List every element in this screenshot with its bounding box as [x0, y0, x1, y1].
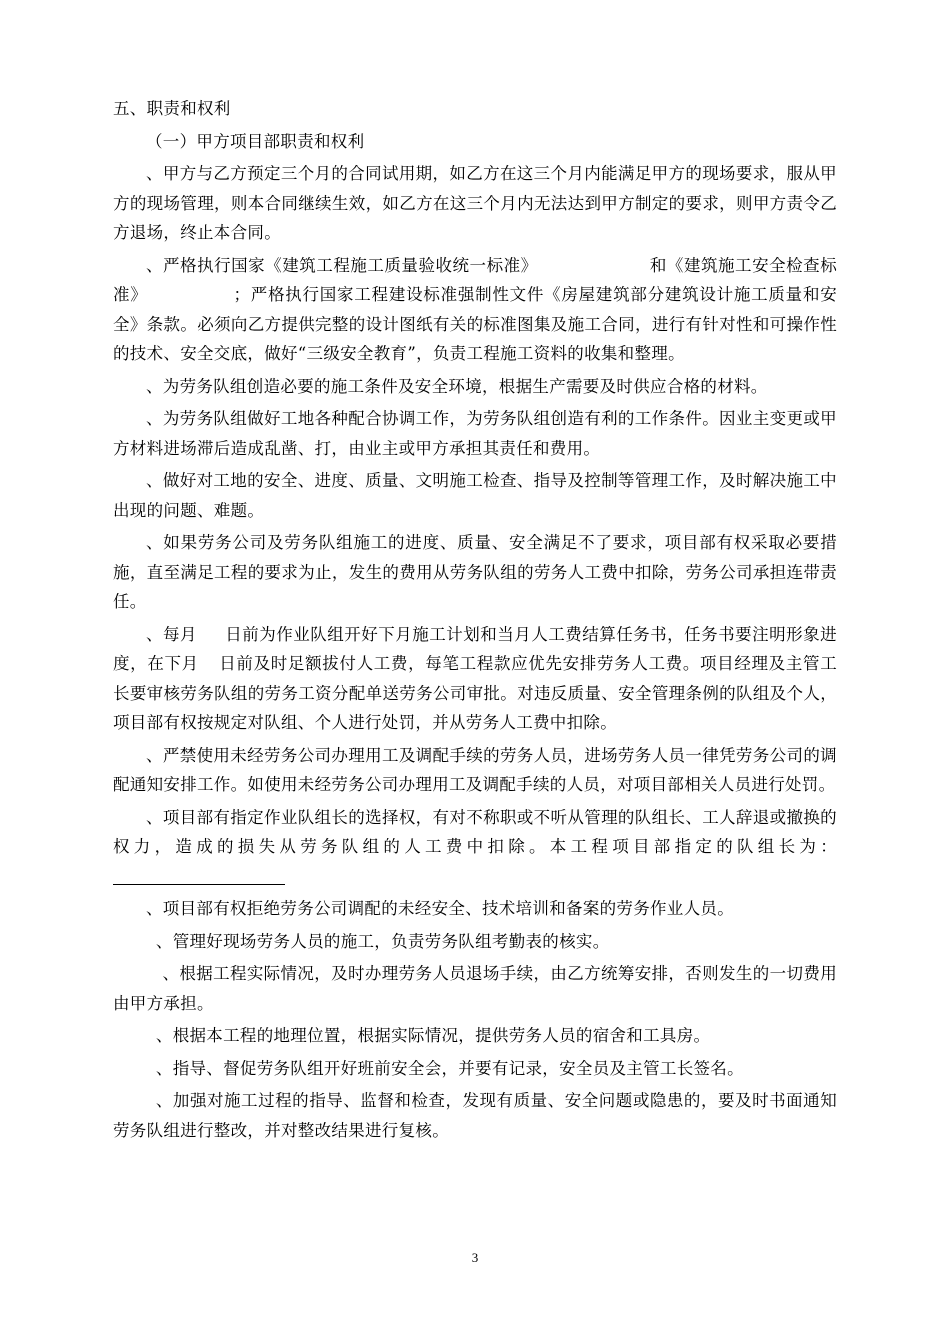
paragraph-personnel: 、严禁使用未经劳务公司办理用工及调配手续的劳务人员，进场劳务人员一律凭劳务公司的调配通知安排工作。如使用未经劳务公司办理用工及调配手续的人员，对项目部相关人员进行处罚。	[113, 745, 837, 794]
standards-text-2: 和《建筑施工安全检查标准》	[113, 255, 837, 304]
paragraph-coordination: 、为劳务队组做好工地各种配合协调工作，为劳务队组创造有利的工作条件。因业主变更或甲方材料进场滞后造成乱凿、打，由业主或甲方承担其责任和费用。	[113, 409, 837, 458]
paragraph-safety-meeting: 、指导、督促劳务队组开好班前安全会，并要有记录，安全员及主管工长签名。	[155, 1058, 744, 1078]
team-leader-blank-line	[113, 866, 285, 885]
paragraph-exit: 、根据工程实际情况，及时办理劳务人员退场手续，由乙方统筹安排，否则发生的一切费用由甲方承担。	[113, 964, 837, 1013]
paragraph-refuse: 、项目部有权拒绝劳务公司调配的未经安全、技术培训和备案的劳务作业人员。	[146, 899, 734, 918]
paragraph-conditions: 、为劳务队组创造必要的施工条件及安全环境，根据生产需要及时供应合格的材料。	[146, 376, 768, 396]
paragraph-team-leader	[113, 803, 837, 892]
paragraph-trial-period: 、甲方与乙方预定三个月的合同试用期，如乙方在这三个月内能满足甲方的现场要求，服从甲方的现场管理，则本合同继续生效，如乙方在这三个月内无法达到甲方制定的要求，则甲方责令乙方退场，终止本合同。	[113, 164, 837, 242]
monthly-text-3: 日前及时足额拔付人工费，每笔工程款应优先安排劳务人工费。项目经理及主管工长要审核劳务队组的劳务工资分配单送劳务公司审批。对违反质量、安全管理条例的队组及个人，项目部有权按规定对队组、个人进行处罚，并从劳务人工费中扣除。	[113, 654, 837, 732]
section-title: 五、职责和权利	[113, 99, 231, 118]
paragraph-dormitory: 、根据本工程的地理位置，根据实际情况，提供劳务人员的宿舍和工具房。	[155, 1026, 711, 1045]
team-leader-text: 、项目部有指定作业队组长的选择权，有对不称职或不听从管理的队组长、工人辞退或撤换的权力，造成的损失从劳务队组的人工费中扣除。本工程项目部指定的队组长为：	[113, 807, 837, 856]
paragraph-management: 、做好对工地的安全、进度、质量、文明施工检查、指导及控制等管理工作，及时解决施工中出现的问题、难题。	[113, 471, 837, 520]
paragraph-standards	[113, 251, 837, 369]
standards-text-1: 、严格执行国家《建筑工程施工质量验收统一标准》	[146, 255, 538, 275]
paragraph-attendance: 、管理好现场劳务人员的施工，负责劳务队组考勤表的核实。	[155, 931, 610, 951]
page-number: 3	[471, 1250, 479, 1265]
subsection-title: （一）甲方项目部职责和权利	[146, 131, 365, 151]
paragraph-monthly-plan	[113, 620, 837, 738]
paragraph-measures: 、如果劳务公司及劳务队组施工的进度、质量、安全满足不了要求，项目部有权采取必要措施，直至满足工程的要求为止，发生的费用从劳务队组的劳务人工费中扣除，劳务公司承担连带责任。	[113, 533, 837, 611]
paragraph-inspection: 、加强对施工过程的指导、监督和检查，发现有质量、安全问题或隐患的，要及时书面通知劳务队组进行整改，并对整改结果进行复核。	[113, 1091, 837, 1140]
monthly-text-2: 日前为作业队组开好下月施工计划和当月人工费结算任务书，任务书要注明形象进度，在下月	[113, 624, 837, 673]
monthly-text-1: 、每月	[146, 624, 197, 644]
standards-text-3: ；严格执行国家工程建设标准强制性文件《房屋建筑部分建筑设计施工质量和安全》条款。必须向乙方提供完整的设计图纸有关的标准图集及施工合同，进行有针对性和可操作性的技术、安全交底，做好“三级安全教育”，负责工程施工资料的收集和整理。	[113, 285, 837, 363]
document-body	[113, 94, 837, 1148]
